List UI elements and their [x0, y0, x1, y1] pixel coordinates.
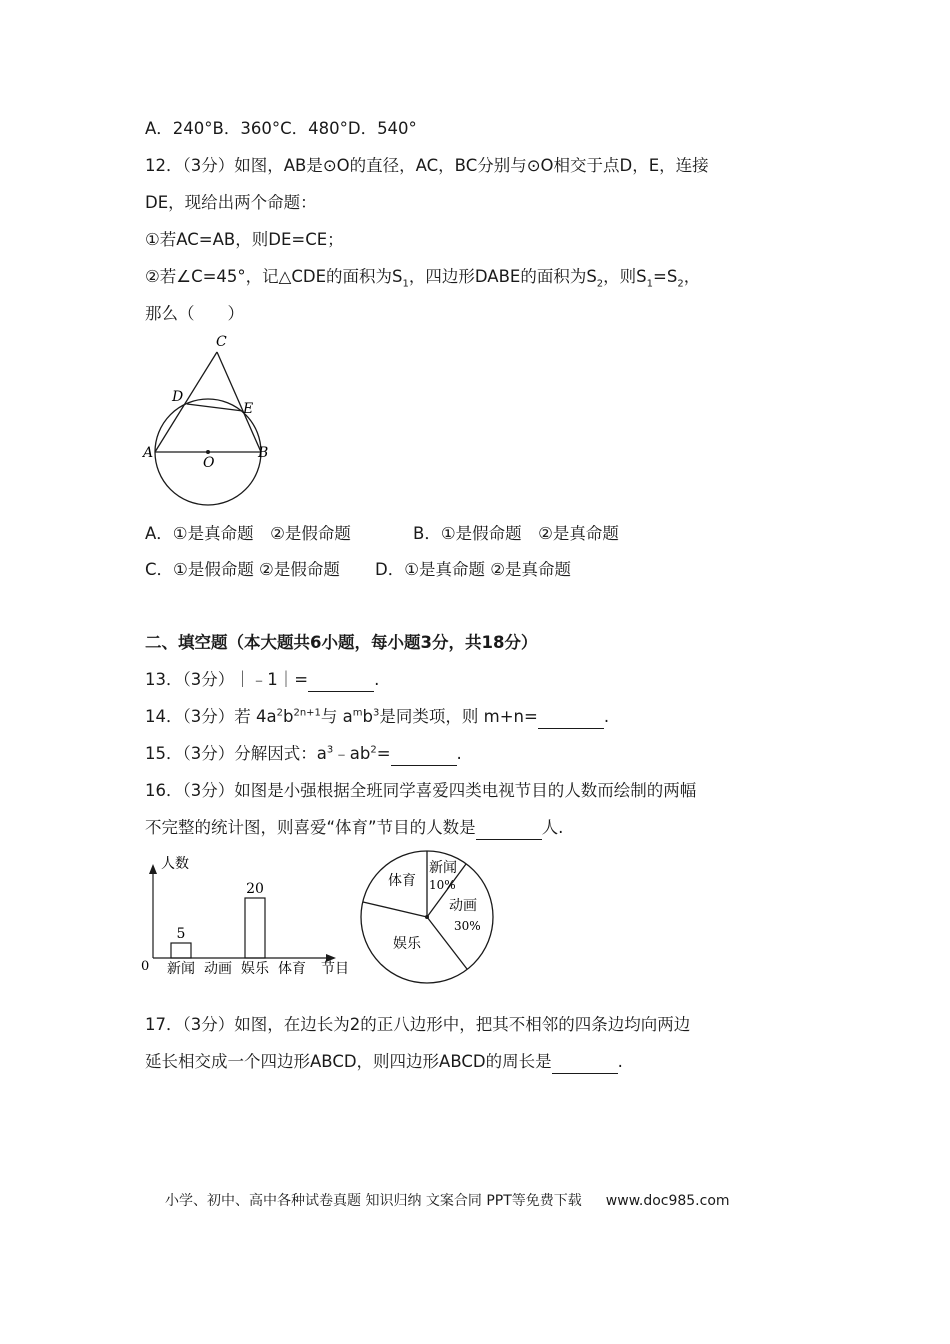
- q12-sub1-b: 1: [646, 278, 654, 290]
- center-point: [206, 450, 210, 454]
- q14: [145, 706, 609, 729]
- q12-sub2-a: 2: [596, 278, 604, 290]
- q12-prop2-part-a: ②若∠C=45°，记△CDE的面积为S: [145, 267, 403, 286]
- q12-prop2-part-c: ，则S: [603, 267, 647, 286]
- q16-stem-line2: [145, 817, 563, 840]
- q12-option-d: D．①是真命题 ②是真命题: [375, 560, 572, 579]
- q12-options-row1: [145, 523, 619, 545]
- bar-chart-y-label: 人数: [161, 856, 189, 872]
- q14-b2: b: [362, 707, 374, 726]
- q14-prefix: 14．（3分）若 4a: [145, 707, 277, 726]
- q12-stem-line1: 12．（3分）如图，AB是⊙O的直径，AC，BC分别与⊙O相交于点D，E，连接: [145, 156, 709, 175]
- footer-link[interactable]: www.doc985.com: [605, 1193, 730, 1209]
- q12-option-c: C．①是假命题 ②是假命题: [145, 560, 340, 579]
- bar-category-label-0: 新闻: [167, 961, 195, 977]
- pie-label-news: 新闻: [429, 860, 457, 876]
- q15-exp-2: 2: [370, 744, 377, 756]
- q13-expression: ｜﹣1｜=: [234, 670, 309, 689]
- bar-value-label-2: 20: [246, 881, 264, 897]
- q12-option-a: A．①是真命题 ②是假命题: [145, 524, 351, 543]
- pie-label-sports: 体育: [388, 873, 416, 889]
- bar-chart-y-arrow: [149, 864, 157, 874]
- q15-prefix: 15．（3分）分解因式：a: [145, 744, 327, 763]
- bar-category-label-1: 动画: [204, 961, 232, 977]
- bar-category-label-3: 体育: [278, 961, 306, 977]
- q14-mid: 与 a: [320, 707, 353, 726]
- segment-ac: [155, 352, 217, 452]
- q14-exp-3: 3: [373, 707, 380, 719]
- bar-chart-x-label: 节目: [321, 961, 349, 977]
- q17-answer-blank: [552, 1051, 618, 1074]
- bar-2: [245, 898, 265, 958]
- pie-percent-animation: 30%: [454, 919, 481, 933]
- q13-end: .: [374, 670, 380, 689]
- q12-prop2-part-d: =S: [653, 267, 678, 286]
- q17-end: .: [617, 1052, 623, 1071]
- section-2-title: 二、填空题（本大题共6小题，每小题3分，共18分）: [145, 633, 538, 652]
- pie-label-animation: 动画: [449, 898, 477, 914]
- q16-stem-part-a: 不完整的统计图，则喜爱“体育”节目的人数是: [145, 818, 476, 837]
- q14-end: .: [603, 707, 610, 726]
- q12-sub2-b: 2: [677, 278, 684, 290]
- q16-answer-blank: [476, 817, 542, 840]
- bar-category-label-2: 娱乐: [241, 961, 269, 977]
- q12-question: 那么（ ）: [145, 304, 244, 323]
- q15-eq: =: [376, 744, 391, 763]
- pie-center: [425, 915, 429, 919]
- q15-mid: ﹣ab: [333, 744, 371, 763]
- label-d: D: [172, 389, 184, 405]
- q14-exp-2n1: 2n+1: [293, 707, 321, 719]
- bar-value-label-0: 5: [176, 926, 186, 942]
- label-b: B: [258, 445, 269, 461]
- q12-circle-figure: [140, 330, 290, 510]
- footer: [165, 1190, 730, 1210]
- label-o: O: [203, 455, 215, 471]
- q13-answer-blank: [308, 669, 374, 692]
- q11-options: A．240°B．360°C．480°D．540°: [145, 119, 417, 138]
- q14-exp-m: m: [352, 707, 363, 719]
- pie-divider-ent-sport: [363, 902, 427, 917]
- q16-pie-chart: [356, 850, 506, 990]
- q12-sub1-a: 1: [402, 278, 409, 290]
- q15: [145, 743, 462, 766]
- q12-option-b: B．①是假命题 ②是真命题: [413, 524, 619, 543]
- pie-label-entertainment: 娱乐: [393, 936, 421, 952]
- bar-chart-origin: 0: [141, 959, 150, 974]
- q17-stem-line2: [145, 1051, 623, 1074]
- q13: [145, 669, 379, 692]
- q14-b: b: [282, 707, 294, 726]
- q12-prop2-comma: ，: [683, 267, 701, 286]
- q12-proposition-2: [145, 266, 700, 288]
- pie-percent-news: 10%: [429, 878, 456, 892]
- q15-end: .: [456, 744, 462, 763]
- q17-stem-line1: 17．（3分）如图，在边长为2的正八边形中，把其不相邻的四条边均向两边: [145, 1015, 691, 1034]
- label-c: C: [216, 334, 227, 350]
- bar-0: [171, 943, 191, 958]
- q12-proposition-1: ①若AC=AB，则DE=CE；: [145, 230, 344, 249]
- q12-options-row2: [145, 559, 571, 581]
- q15-answer-blank: [391, 743, 457, 766]
- q12-prop2-part-b: ，四边形DABE的面积为S: [408, 267, 597, 286]
- q15-exp-3: 3: [326, 744, 334, 756]
- q14-answer-blank: [538, 706, 604, 729]
- label-e: E: [243, 401, 254, 417]
- segment-de: [187, 404, 243, 411]
- q12-stem-line2: DE，现给出两个命题：: [145, 193, 317, 212]
- q13-prefix: 13．（3分）: [145, 670, 235, 689]
- q16-bar-chart: [138, 852, 363, 984]
- label-a: A: [143, 445, 154, 461]
- q14-suffix: 是同类项，则 m+n=: [379, 707, 538, 726]
- q16-stem-line1: 16．（3分）如图是小强根据全班同学喜爱四类电视节目的人数而绘制的两幅: [145, 781, 697, 800]
- q17-stem-text: 延长相交成一个四边形ABCD，则四边形ABCD的周长是: [145, 1052, 552, 1071]
- q14-exp-a2: 2: [276, 707, 283, 719]
- q16-stem-part-b: 人.: [541, 818, 564, 837]
- footer-text: 小学、初中、高中各种试卷真题 知识归纳 文案合同 PPT等免费下载: [165, 1193, 582, 1209]
